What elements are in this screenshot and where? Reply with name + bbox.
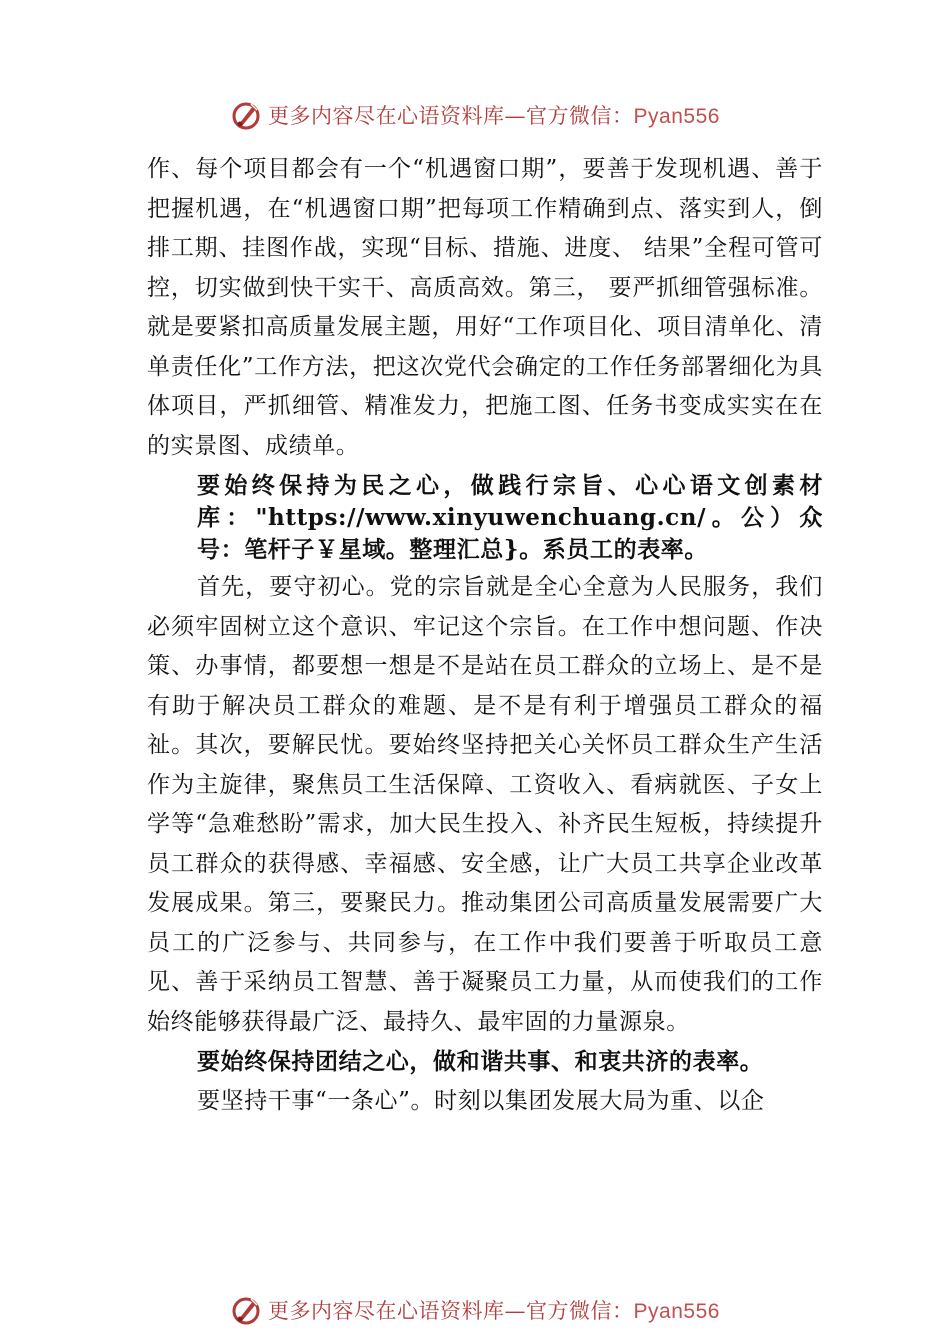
footer-watermark <box>0 1290 950 1330</box>
section-heading-1: 要始终保持为民之心，做践行宗旨、心心语文创素材库："https://www.xinyuwenchuang.cn/。公）众号：笔杆子￥星域。整理汇总}。系员工的表率。 <box>197 472 823 563</box>
watermark-text: 更多内容尽在心语资料库—官方微信：Pyan556 <box>268 104 720 128</box>
pen-logo-icon <box>230 1294 262 1326</box>
pen-logo-icon <box>230 99 262 131</box>
section-heading-2: 要始终保持团结之心，做和谐共事、和衷共济的表率。 <box>197 1048 764 1075</box>
body-paragraph-1: 作、每个项目都会有一个“机遇窗口期”，要善于发现机遇、善于把握机遇，在“机遇窗口期”把每项工作精确到点、落实到人，倒排工期、挂图作战，实现“目标、措施、进度、 结果”全程可管可控，切实做到快干实干、高质高效。第三， 要严抓细管强标准。就是要紧扣高质量发展主题，用好“工作项目化、项目清单化、清单责任化”工作方法，把这次党代会确定的工作任务部署细化为具体项目，严抓细管、精准发力，把施工图、任务书变成实实在在的实景图、成绩单。 <box>147 156 823 459</box>
watermark-text: 更多内容尽在心语资料库—官方微信：Pyan556 <box>268 1299 720 1323</box>
document-body <box>147 150 823 1121</box>
body-paragraph-2: 首先，要守初心。党的宗旨就是全心全意为人民服务，我们必须牢固树立这个意识、牢记这个宗旨。在工作中想问题、作决策、办事情，都要想一想是不是站在员工群众的立场上、是不是有助于解决员工群众的难题、是不是有利于增强员工群众的福祉。其次，要解民忧。要始终坚持把关心关怀员工群众生产生活作为主旋律，聚焦员工生活保障、工资收入、看病就医、子女上学等“急难愁盼”需求，加大民生投入、补齐民生短板，持续提升员工群众的获得感、幸福感、安全感，让广大员工共享企业改革发展成果。第三，要聚民力。推动集团公司高质量发展需要广大员工的广泛参与、共同参与，在工作中我们要善于听取员工意见、善于采纳员工智慧、善于凝聚员工力量，从而使我们的工作始终能够获得最广泛、最持久、最牢固的力量源泉。 <box>147 574 823 1035</box>
header-watermark <box>0 95 950 135</box>
body-paragraph-3: 要坚持干事“一条心”。时刻以集团发展大局为重、以企 <box>197 1087 765 1114</box>
